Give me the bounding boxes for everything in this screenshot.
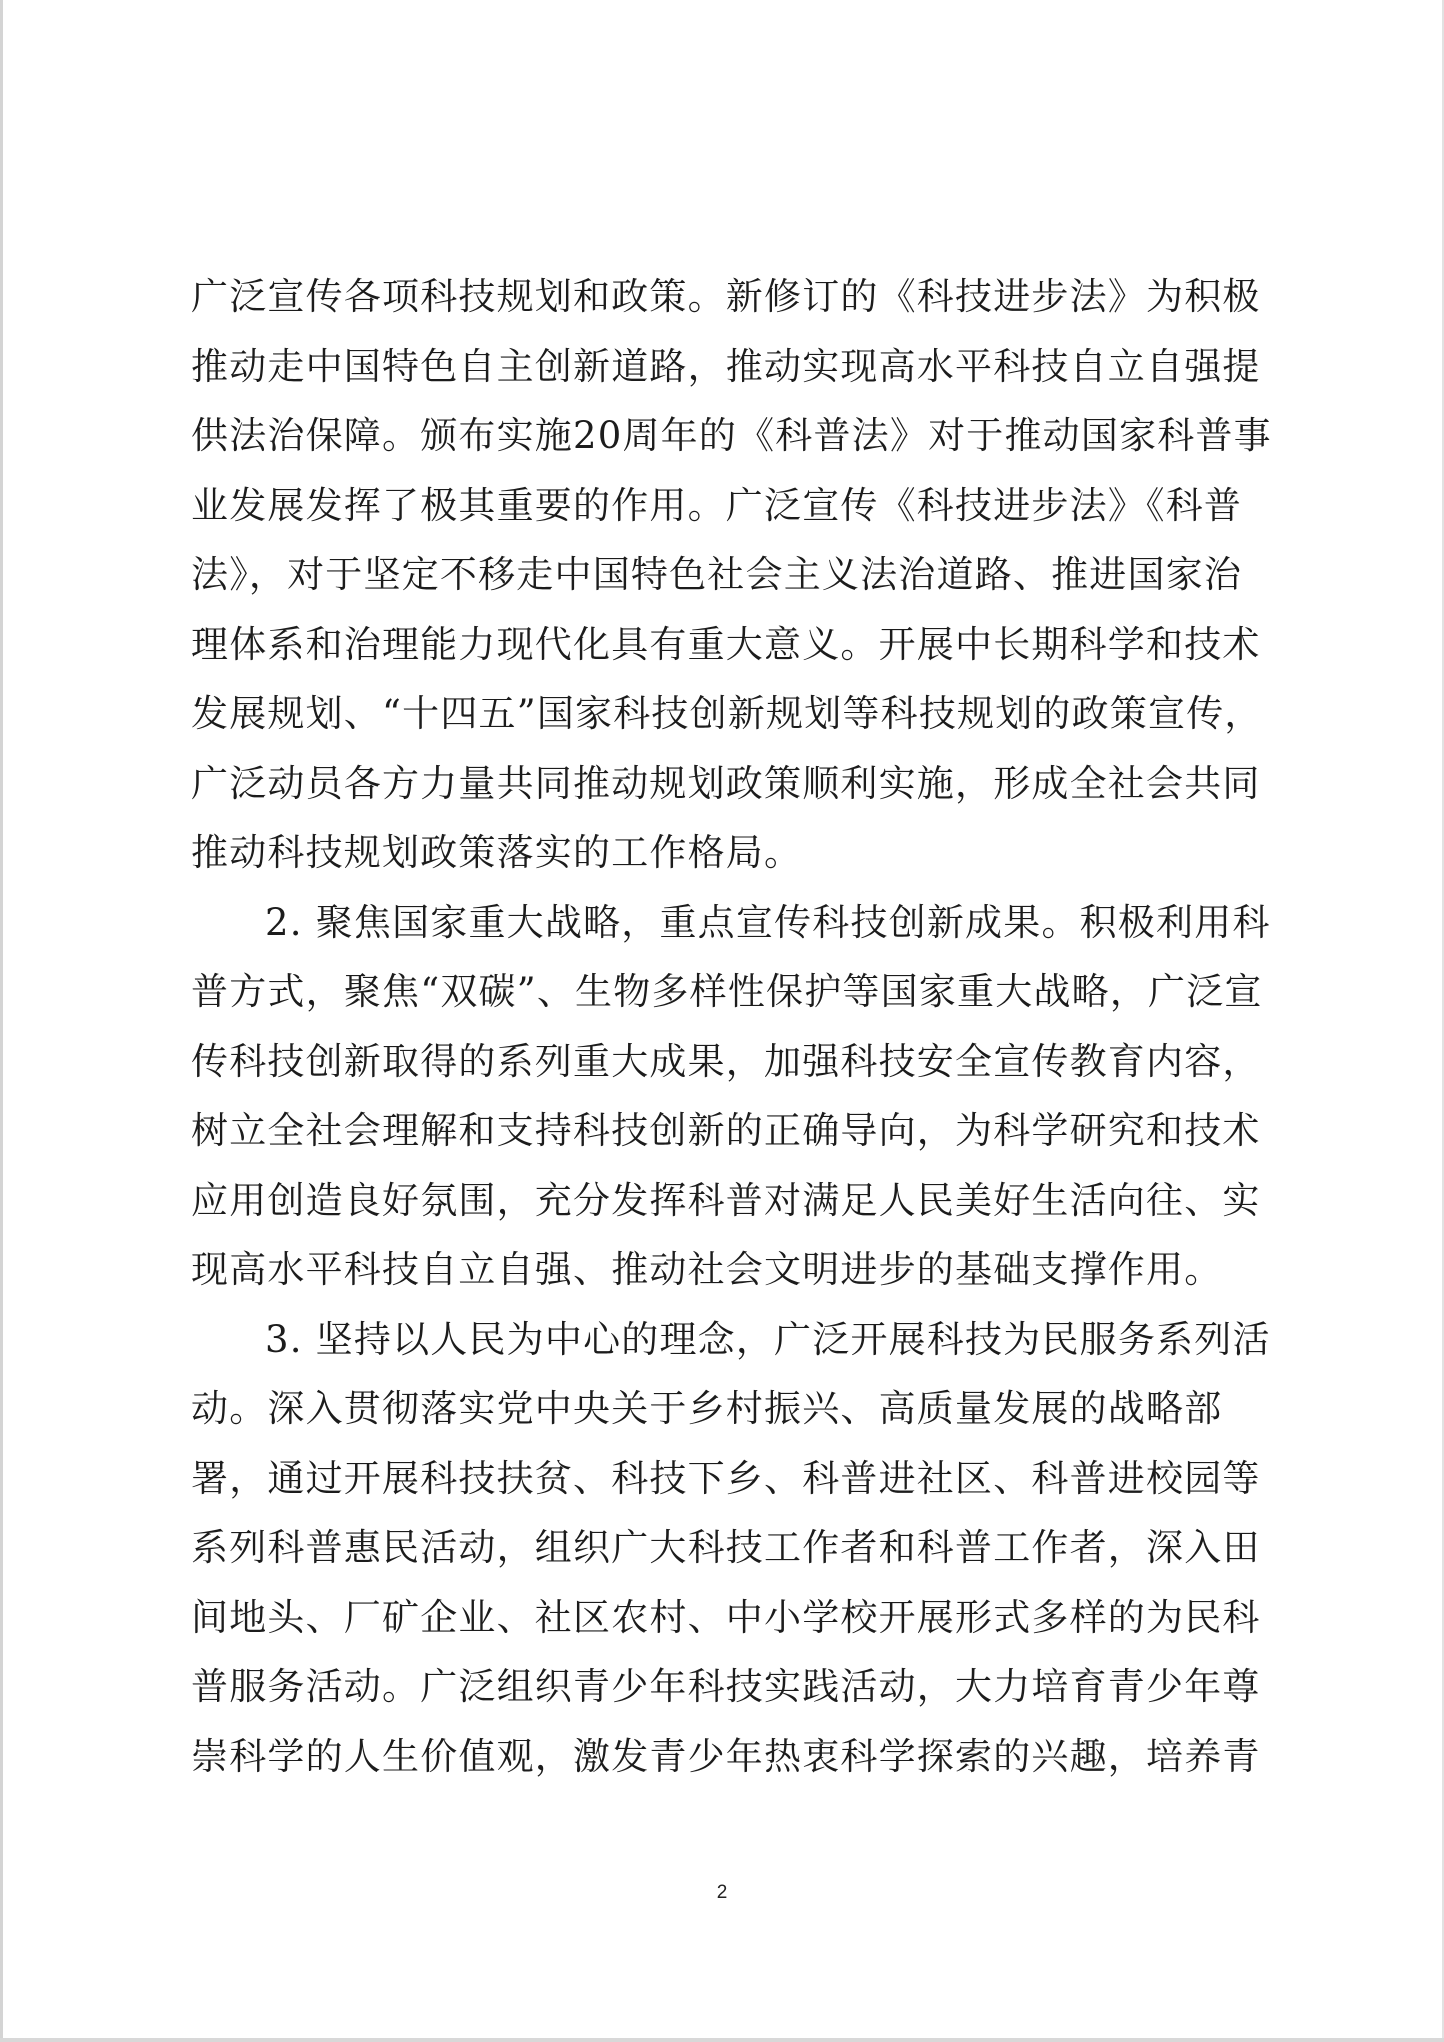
page-edge-left xyxy=(0,0,3,2042)
page-number: 2 xyxy=(716,1882,728,1903)
paragraph-people-centered: 3. 坚持以人民为中心的理念，广泛开展科技为民服务系列活动。深入贯彻落实党中央关于乡村振兴、高质量发展的战略部署，通过开展科技扶贫、科技下乡、科普进社区、科普进校园等系列科普惠民活动，组织广大科技工作者和科普工作者，深入田间地头、厂矿企业、社区农村、中小学校开展形式多样的为民科普服务活动。广泛组织青少年科技实践活动，大力培育青少年尊崇科学的人生价值观，激发青少年热衷科学探索的兴趣，培养青 xyxy=(191,1317,1271,1778)
page-edge-bottom xyxy=(0,2038,1444,2042)
document-body xyxy=(191,262,1273,1791)
paragraph-policy-publicity: 广泛宣传各项科技规划和政策。新修订的《科技进步法》为积极推动走中国特色自主创新道路，推动实现高水平科技自立自强提供法治保障。颁布实施20周年的《科普法》对于推动国家科普事业发展发挥了极其重要的作用。广泛宣传《科技进步法》《科普法》，对于坚定不移走中国特色社会主义法治道路、推进国家治理体系和治理能力现代化具有重大意义。开展中长期科学和技术发展规划、“十四五”国家科技创新规划等科技规划的政策宣传，广泛动员各方力量共同推动规划政策顺利实施，形成全社会共同推动科技规划政策落实的工作格局。 xyxy=(191,275,1272,874)
paragraph-national-strategy: 2. 聚焦国家重大战略，重点宣传科技创新成果。积极利用科普方式，聚焦“双碳”、生物多样性保护等国家重大战略，广泛宣传科技创新取得的系列重大成果，加强科技安全宣传教育内容，树立全社会理解和支持科技创新的正确导向，为科学研究和技术应用创造良好氛围，充分发挥科普对满足人民美好生活向往、实现高水平科技自立自强、推动社会文明进步的基础支撑作用。 xyxy=(191,900,1271,1291)
